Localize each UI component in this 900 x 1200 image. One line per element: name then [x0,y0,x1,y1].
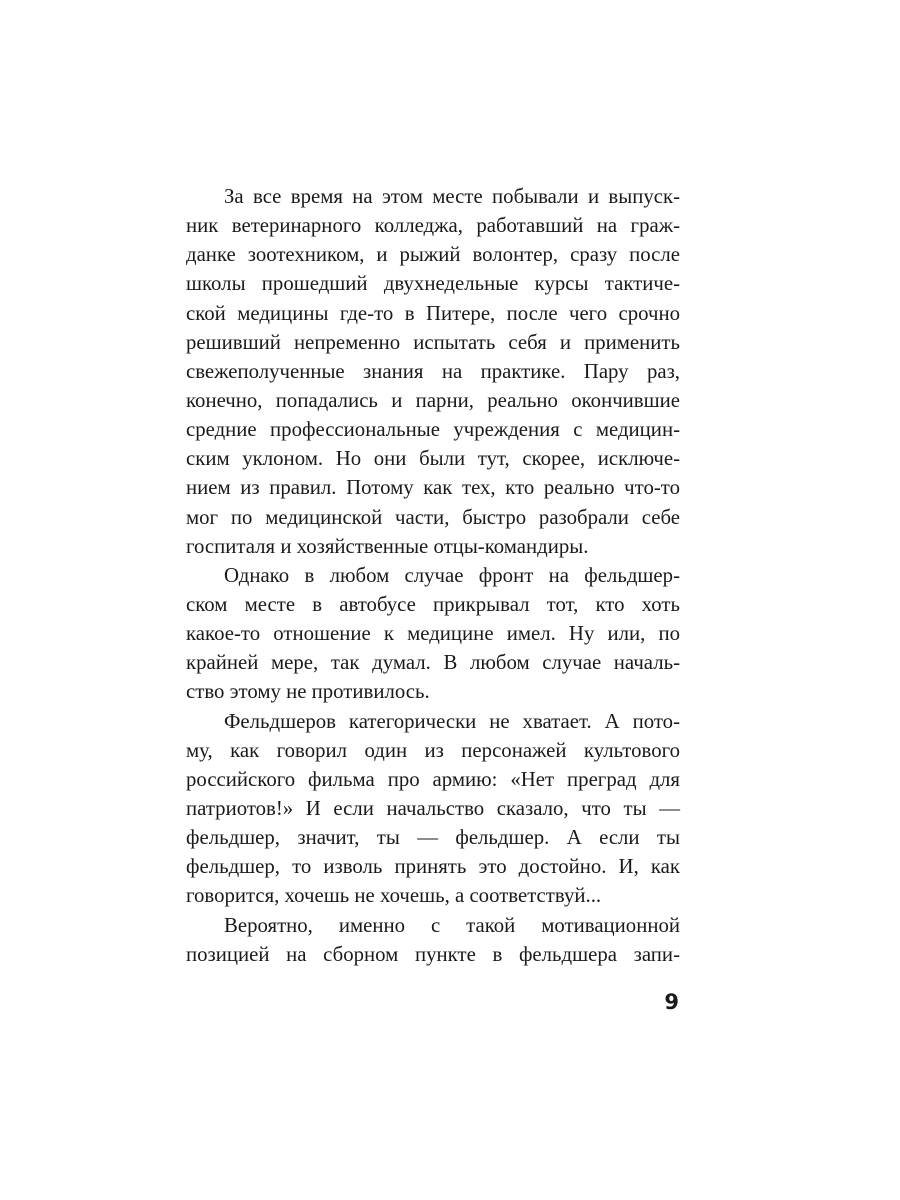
page-number: 9 [664,990,679,1014]
text-line: крайней мере, так думал. В любом случае началь- [186,651,680,675]
text-line: школы прошедший двухнедельные курсы тактиче- [186,272,680,296]
text-line: средние профессиональные учреждения с медицин- [186,418,680,442]
text-line: позицией на сборном пункте в фельдшера запи- [186,942,680,966]
text-line: мог по медицинской части, быстро разобрали себе [186,505,680,529]
text-line: фельдшер, значит, ты — фельдшер. А если ты [186,826,680,850]
text-line: госпиталя и хозяйственные отцы-командиры. [186,534,589,558]
text-line: му, как говорил один из персонажей культового [186,738,680,762]
text-line: ник ветеринарного колледжа, работавший на граж- [186,214,680,238]
text-line: ство этому не противилось. [186,680,430,704]
text-line: Однако в любом случае фронт на фельдшер- [224,563,680,587]
text-line: российского фильма про армию: «Нет преград для [186,767,680,791]
body-text [186,182,680,969]
text-line: какое-то отношение к медицине имел. Ну или, по [186,622,680,646]
text-line: решивший непременно испытать себя и применить [186,330,680,354]
text-line: фельдшер, то изволь принять это достойно. И, как [186,855,680,879]
text-line: конечно, попадались и парни, реально окончившие [186,388,680,412]
text-line: говорится, хочешь не хочешь, а соответствуй... [186,884,602,908]
text-line: За все время на этом месте побывали и выпуск- [224,185,680,208]
text-line: ской медицины где-то в Питере, после чего срочно [186,301,680,325]
text-line: ском месте в автобусе прикрывал тот, кто хоть [186,592,680,616]
text-line: Вероятно, именно с такой мотивационной [224,913,680,937]
text-line: ским уклоном. Но они были тут, скорее, исключе- [186,447,680,471]
text-line: патриотов!» И если начальство сказало, что ты — [186,796,680,820]
text-line: данке зоотехником, и рыжий волонтер, сразу после [186,243,680,267]
text-line: нием из правил. Потому как тех, кто реально что-то [186,476,680,500]
text-line: свежеполученные знания на практике. Пару раз, [186,359,680,383]
text-line: Фельдшеров категорически не хватает. А пото- [224,709,680,733]
